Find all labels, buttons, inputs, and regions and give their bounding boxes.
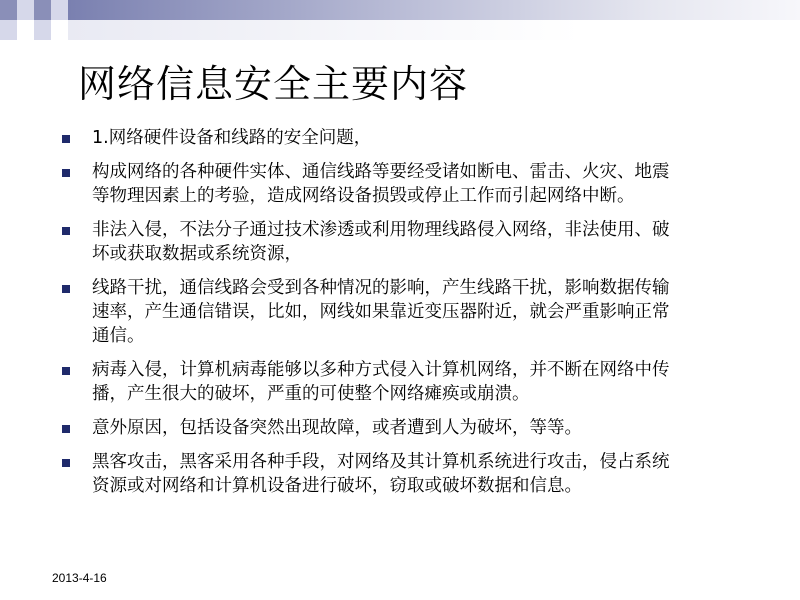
bullet-text: 病毒入侵，计算机病毒能够以多种方式侵入计算机网络，并不断在网络中传播，产生很大的破坏，严重的可使整个网络瘫痪或崩溃。	[92, 360, 670, 404]
bullet-text: 1.网络硬件设备和线路的安全问题，	[92, 128, 372, 148]
square-bullet-icon	[62, 169, 70, 177]
bullet-item	[62, 276, 682, 348]
bullet-text: 意外原因，包括设备突然出现故障，或者遭到人为破坏，等等。	[92, 418, 582, 438]
slide-title: 网络信息安全主要内容	[78, 62, 469, 106]
bullet-text: 黑客攻击，黑客采用各种手段，对网络及其计算机系统进行攻击，侵占系统资源或对网络和计算机设备进行破坏，窃取或破坏数据和信息。	[92, 452, 670, 496]
bullet-text: 线路干扰，通信线路会受到各种情况的影响，产生线路干扰，影响数据传输速率，产生通信错误，比如，网线如果靠近变压器附近，就会严重影响正常通信。	[92, 278, 670, 346]
bullet-item	[62, 450, 682, 498]
bullet-list	[62, 126, 682, 508]
square-bullet-icon	[62, 459, 70, 467]
bullet-item	[62, 126, 682, 150]
header-gradient-bar	[68, 0, 800, 20]
corner-decoration	[0, 0, 68, 40]
square-bullet-icon	[62, 425, 70, 433]
square-bullet-icon	[62, 367, 70, 375]
header-gradient-shade	[68, 20, 800, 40]
square-bullet-icon	[62, 227, 70, 235]
bullet-text: 非法入侵，不法分子通过技术渗透或利用物理线路侵入网络，非法使用、破坏或获取数据或系统资源，	[92, 220, 670, 264]
bullet-item	[62, 358, 682, 406]
bullet-item	[62, 416, 682, 440]
square-bullet-icon	[62, 285, 70, 293]
bullet-text: 构成网络的各种硬件实体、通信线路等要经受诸如断电、雷击、火灾、地震等物理因素上的考验，造成网络设备损毁或停止工作而引起网络中断。	[92, 162, 670, 206]
slide-date: 2013-4-16	[52, 571, 107, 585]
bullet-item	[62, 218, 682, 266]
square-bullet-icon	[62, 135, 70, 143]
bullet-item	[62, 160, 682, 208]
